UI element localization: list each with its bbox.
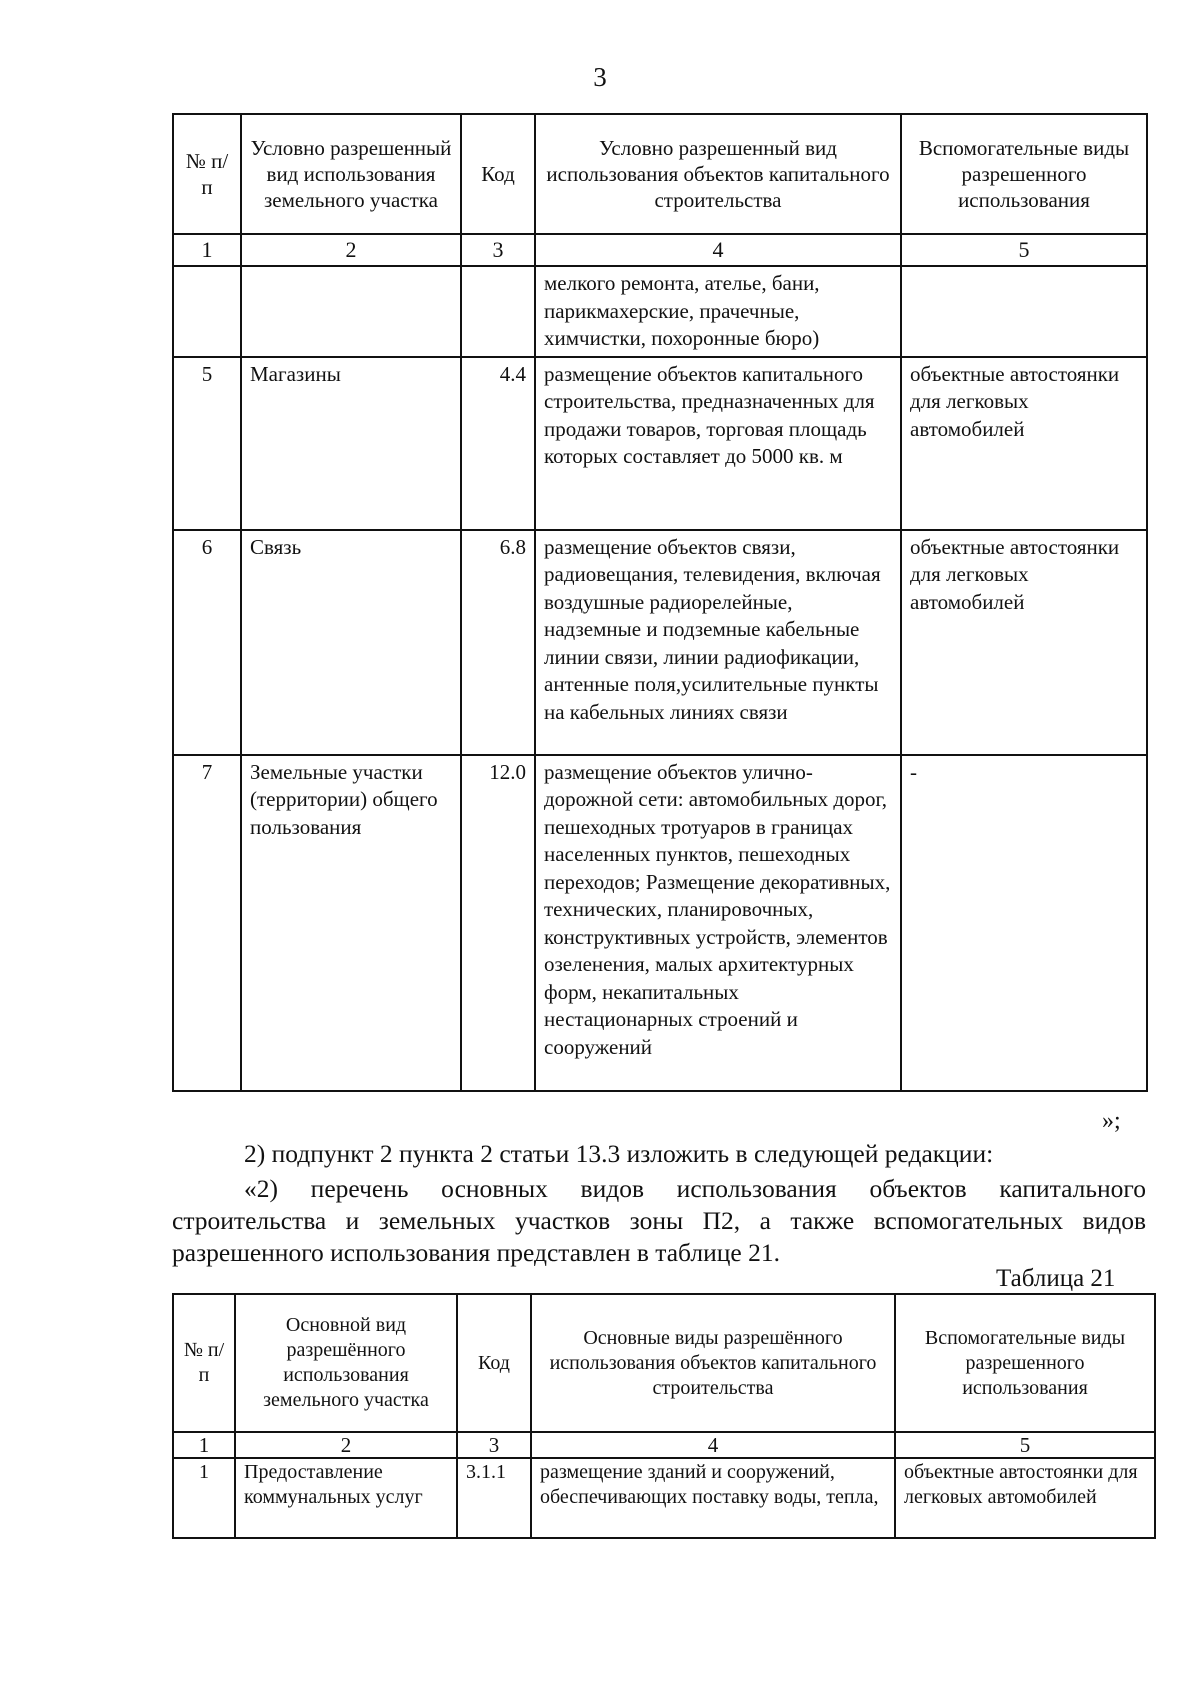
column-number: 5 (895, 1432, 1155, 1458)
paragraph-list-description: «2) перечень основных видов использования объектов капитального строительства и земельных участков зоны П2, а также вспомогательных видов разрешенного использования представлен в таблице 21. (172, 1174, 1146, 1267)
code-cell: 6.8 (461, 530, 535, 755)
row-number: 1 (173, 1458, 235, 1538)
row-number (173, 266, 241, 357)
code-cell: 3.1.1 (457, 1458, 531, 1538)
row-number: 6 (173, 530, 241, 755)
auxiliary-cell: объектные автостоянки для легковых автомобилей (901, 530, 1147, 755)
column-number: 2 (241, 234, 461, 266)
column-number: 1 (173, 234, 241, 266)
description-cell: мелкого ремонта, ателье, бани, парикмахерские, прачечные, химчистки, похоронные бюро) (535, 266, 901, 357)
code-cell: 4.4 (461, 357, 535, 530)
header-cell: Основной вид разрешённого использования земельного участка (235, 1294, 457, 1432)
land-use-cell: Земельные участки (территории) общего пользования (241, 755, 461, 1091)
header-cell: Вспомогательные виды разрешенного использования (901, 114, 1147, 234)
closing-quote: »; (1102, 1108, 1121, 1134)
description-cell: размещение объектов капитального строительства, предназначенных для продажи товаров, торговая площадь которых составляет до 5000 кв. м (535, 357, 901, 530)
column-number: 2 (235, 1432, 457, 1458)
land-use-cell: Связь (241, 530, 461, 755)
column-number: 3 (461, 234, 535, 266)
header-cell: № п/п (173, 1294, 235, 1432)
header-cell: № п/п (173, 114, 241, 234)
header-cell: Условно разрешенный вид использования земельного участка (241, 114, 461, 234)
column-number: 1 (173, 1432, 235, 1458)
description-cell: размещение объектов связи, радиовещания, телевидения, включая воздушные радиорелейные, надземные и подземные кабельные линии связи, линии радиофикации, антенные поля,усилительные пункты на кабельных линиях связи (535, 530, 901, 755)
auxiliary-cell: объектные автостоянки для легковых автомобилей (895, 1458, 1155, 1538)
table-main-uses (172, 1293, 1156, 1539)
auxiliary-cell: объектные автостоянки для легковых автомобилей (901, 357, 1147, 530)
header-cell: Код (457, 1294, 531, 1432)
description-cell: размещение зданий и сооружений, обеспечивающих поставку воды, тепла, (531, 1458, 895, 1538)
land-use-cell: Предоставление коммунальных услуг (235, 1458, 457, 1538)
code-cell: 12.0 (461, 755, 535, 1091)
row-number: 7 (173, 755, 241, 1091)
table-row (173, 357, 1147, 530)
column-number: 5 (901, 234, 1147, 266)
table-header-row (173, 1294, 1155, 1432)
table-caption: Таблица 21 (996, 1265, 1116, 1292)
row-number: 5 (173, 357, 241, 530)
table-conditional-uses (172, 113, 1148, 1092)
auxiliary-cell (901, 266, 1147, 357)
paragraph-amendment: 2) подпункт 2 пункта 2 статьи 13.3 изложить в следующей редакции: (244, 1139, 994, 1168)
table-row (173, 266, 1147, 357)
header-cell: Условно разрешенный вид использования объектов капитального строительства (535, 114, 901, 234)
column-number: 4 (531, 1432, 895, 1458)
table-row (173, 530, 1147, 755)
header-cell: Код (461, 114, 535, 234)
header-cell: Основные виды разрешённого использования объектов капитального строительства (531, 1294, 895, 1432)
column-number: 4 (535, 234, 901, 266)
description-cell: размещение объектов улично-дорожной сети: автомобильных дорог, пешеходных тротуаров в границах населенных пунктов, пешеходных переходов; Размещение декоративных, технических, планировочных, конструктивных устройств, элементов озеленения, малых архитектурных форм, некапитальных нестационарных строений и сооружений (535, 755, 901, 1091)
code-cell (461, 266, 535, 357)
column-number: 3 (457, 1432, 531, 1458)
page-number: 3 (593, 62, 607, 92)
auxiliary-cell: - (901, 755, 1147, 1091)
header-cell: Вспомогательные виды разрешенного использования (895, 1294, 1155, 1432)
column-number-row (173, 1432, 1155, 1458)
table-row (173, 755, 1147, 1091)
land-use-cell: Магазины (241, 357, 461, 530)
column-number-row (173, 234, 1147, 266)
table-header-row (173, 114, 1147, 234)
land-use-cell (241, 266, 461, 357)
table-row (173, 1458, 1155, 1538)
